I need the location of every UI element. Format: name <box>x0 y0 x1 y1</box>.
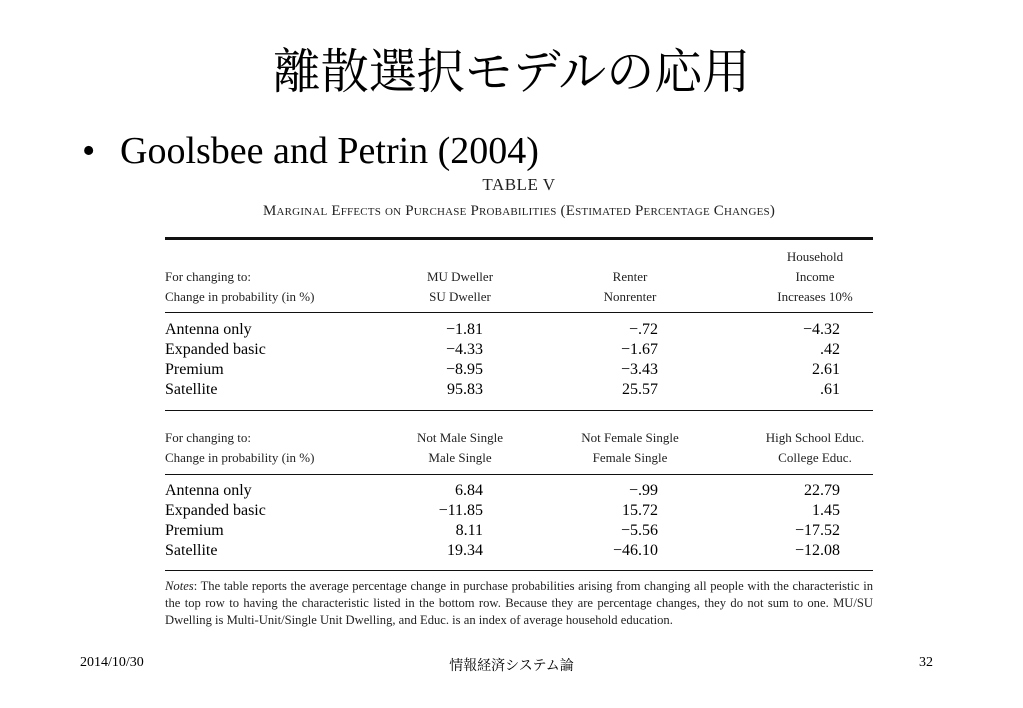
cell-value: 1.45 <box>812 502 840 519</box>
col2-header-line1: Renter <box>612 269 648 284</box>
panel1-header <box>165 247 873 307</box>
cell-value: −1.67 <box>620 341 658 358</box>
col1-header-line1: Not Male Single <box>417 430 503 445</box>
cell-value: −4.32 <box>802 321 840 338</box>
cell-value: 15.72 <box>622 502 658 519</box>
table-title: Marginal Effects on Purchase Probabilities (Estimated Percentage Changes) <box>262 203 776 219</box>
cell-value: −17.52 <box>794 522 840 539</box>
row-label-line2: Change in probability (in %) <box>165 450 315 465</box>
cell-value: 22.79 <box>804 482 840 499</box>
row-label: Antenna only <box>165 482 252 499</box>
cell-value: 6.84 <box>455 482 483 499</box>
table-notes <box>165 578 873 629</box>
row-label: Premium <box>165 522 224 539</box>
col2-header-line1: Not Female Single <box>581 430 679 445</box>
slide-title: 離散選択モデルの応用 <box>272 44 751 100</box>
row-label: Expanded basic <box>165 502 266 519</box>
cell-value: −4.33 <box>445 341 483 358</box>
cell-value: −3.43 <box>620 361 658 378</box>
panel2-header <box>165 428 873 472</box>
table-row <box>165 521 873 541</box>
col1-header-line1: MU Dweller <box>426 269 494 284</box>
row-label: Expanded basic <box>165 341 266 358</box>
notes-label: Notes <box>165 579 194 593</box>
row-label: Satellite <box>165 381 218 398</box>
cell-value: 19.34 <box>447 542 483 559</box>
page-number: 32 <box>919 655 933 670</box>
col3-header-line2: Increases 10% <box>777 289 853 304</box>
cell-value: −1.81 <box>445 321 483 338</box>
notes-text: : The table reports the average percentage change in purchase probabilities arising from changing all people with the characteristic in the top row to having the characteristic listed in the bottom row. Because they are percentage changes, they do not sum to one. MU/SU Dwelling is Multi-Unit/Single Unit Dwelling, and Educ. is an index of average household education. <box>165 579 873 627</box>
table-top-rule <box>165 237 873 240</box>
row-label-line1: For changing to: <box>165 269 251 284</box>
table-row <box>165 541 873 561</box>
cell-value: −12.08 <box>794 542 840 559</box>
col3-header-line1: Income <box>795 269 835 284</box>
table-row <box>165 380 873 400</box>
cell-value: 95.83 <box>447 381 483 398</box>
table-row <box>165 481 873 501</box>
cell-value: .42 <box>820 341 840 358</box>
cell-value: −.72 <box>628 321 658 338</box>
row-label-line1: For changing to: <box>165 430 251 445</box>
col3-header-line0: Household <box>786 249 844 264</box>
col2-header-line2: Female Single <box>592 450 668 465</box>
col1-header-line2: SU Dweller <box>429 289 491 304</box>
table-row <box>165 340 873 360</box>
row-label: Satellite <box>165 542 218 559</box>
row-label-line2: Change in probability (in %) <box>165 289 315 304</box>
cell-value: .61 <box>820 381 840 398</box>
table-row <box>165 501 873 521</box>
col2-header-line2: Nonrenter <box>603 289 657 304</box>
bullet-item <box>82 128 539 174</box>
cell-value: 8.11 <box>455 522 483 539</box>
panel-divider-rule <box>165 410 873 411</box>
col3-header-line1: High School Educ. <box>765 430 865 445</box>
cell-value: −5.56 <box>620 522 658 539</box>
cell-value: −.99 <box>628 482 658 499</box>
cell-value: 25.57 <box>622 381 658 398</box>
table-row <box>165 360 873 380</box>
bullet-symbol: • <box>82 130 96 172</box>
cell-value: −11.85 <box>438 502 483 519</box>
col1-header-line2: Male Single <box>428 450 492 465</box>
col3-header-line2: College Educ. <box>778 450 852 465</box>
panel1-header-rule <box>165 312 873 313</box>
cell-value: −46.10 <box>612 542 658 559</box>
bullet-text: Goolsbee and Petrin (2004) <box>120 130 539 172</box>
cell-value: 2.61 <box>812 361 840 378</box>
panel2-header-rule <box>165 474 873 475</box>
table-row <box>165 320 873 340</box>
cell-value: −8.95 <box>445 361 483 378</box>
row-label: Antenna only <box>165 321 252 338</box>
footer-date: 2014/10/30 <box>80 655 144 670</box>
footer-course-title: 情報経済システム論 <box>449 658 574 674</box>
row-label: Premium <box>165 361 224 378</box>
table-bottom-rule <box>165 570 873 571</box>
table-number: TABLE V <box>482 175 556 194</box>
